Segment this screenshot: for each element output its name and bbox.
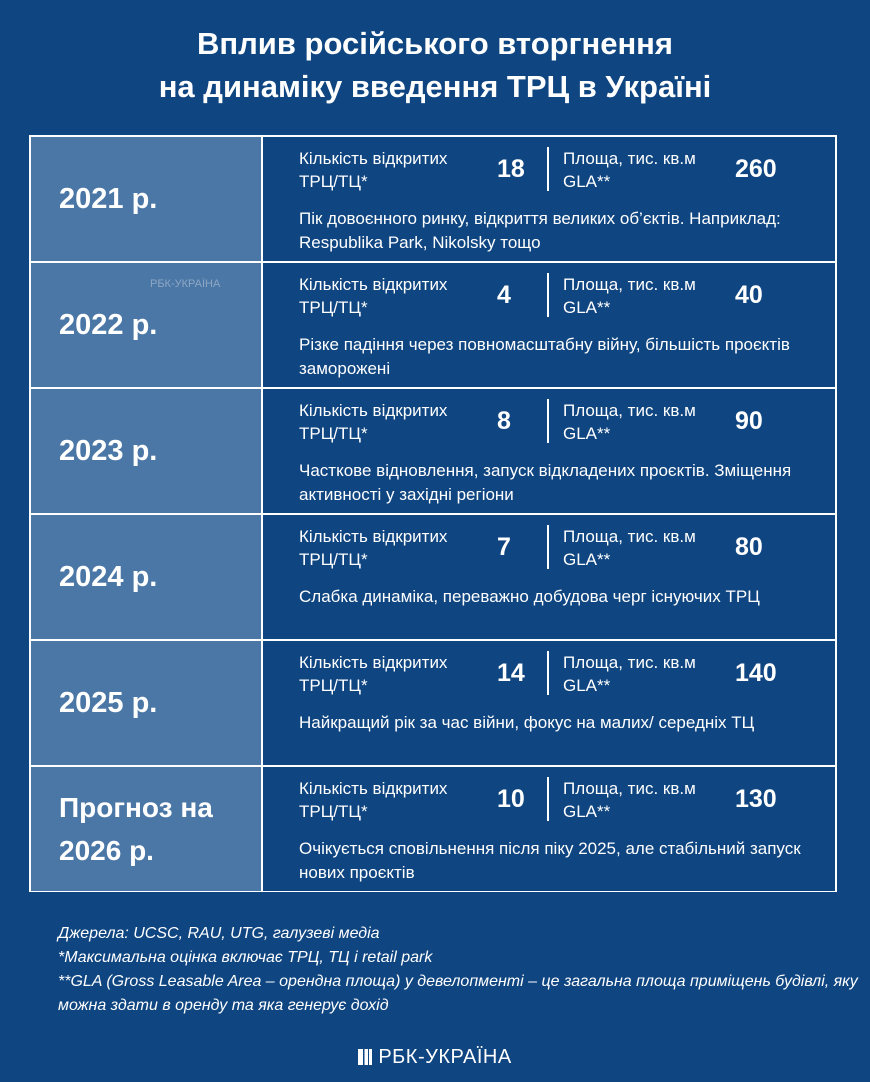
open-count-label: Кількість відкритих ТРЦ/ТЦ* [299, 779, 448, 821]
area-value: 140 [735, 659, 777, 687]
open-count-value: 10 [497, 785, 525, 813]
area-value: 260 [735, 155, 777, 183]
data-table [29, 135, 837, 892]
cell-divider [547, 399, 549, 443]
table-row [31, 515, 835, 639]
area-label: Площа, тис. кв.м GLA** [563, 149, 696, 191]
table-row [31, 389, 835, 513]
logo-text: РБК-УКРАЇНА [378, 1046, 512, 1068]
open-count-value: 18 [497, 155, 525, 183]
footnote-1: *Максимальна оцінка включає ТРЦ, ТЦ і retail park [58, 949, 433, 966]
area-value: 40 [735, 281, 763, 309]
row-description: Пік довоєнного ринку, відкриття великих об’єктів. Наприклад: Respublika Park, Nikolsky тощо [299, 209, 781, 252]
table-row [31, 641, 835, 765]
info-cell [263, 767, 835, 891]
row-description: Слабка динаміка, переважно добудова черг існуючих ТРЦ [299, 587, 760, 606]
row-description: Найкращий рік за час війни, фокус на малих/ середніх ТЦ [299, 713, 755, 732]
area-label: Площа, тис. кв.м GLA** [563, 779, 696, 821]
area-label: Площа, тис. кв.м GLA** [563, 401, 696, 443]
year-cell: Прогноз на 2026 р. [31, 767, 261, 891]
open-count-label: Кількість відкритих ТРЦ/ТЦ* [299, 275, 448, 317]
open-count-value: 7 [497, 533, 511, 561]
open-count-label: Кількість відкритих ТРЦ/ТЦ* [299, 653, 448, 695]
area-label: Площа, тис. кв.м GLA** [563, 275, 696, 317]
area-label: Площа, тис. кв.м GLA** [563, 653, 696, 695]
footnotes [58, 922, 858, 1018]
brand-logo [0, 1046, 870, 1069]
info-cell [263, 515, 835, 639]
info-cell [263, 137, 835, 261]
table-row [31, 767, 835, 891]
watermark: РБК-УКРАЇНА [150, 278, 221, 290]
year-cell: 2022 р. [31, 263, 261, 387]
sources-note: Джерела: UCSC, RAU, UTG, галузеві медіа [58, 925, 380, 942]
row-description: Часткове відновлення, запуск відкладених проєктів. Зміщення активності у західні регіони [299, 461, 792, 504]
cell-divider [547, 651, 549, 695]
info-cell [263, 641, 835, 765]
year-cell: 2025 р. [31, 641, 261, 765]
logo-icon [358, 1049, 372, 1065]
footnote-2: **GLA (Gross Leasable Area – орендна площа) у девелопменті – це загальна площа приміщень будівлі, яку можна здати в оренду та яка генерує дохід [58, 973, 858, 1014]
year-cell: 2023 р. [31, 389, 261, 513]
cell-divider [547, 147, 549, 191]
row-description: Різке падіння через повномасштабну війну, більшість проєктів заморожені [299, 335, 790, 378]
info-cell [263, 263, 835, 387]
info-cell [263, 389, 835, 513]
area-value: 80 [735, 533, 763, 561]
cell-divider [547, 777, 549, 821]
title-line-2: на динаміку введення ТРЦ в Україні [158, 69, 712, 104]
open-count-label: Кількість відкритих ТРЦ/ТЦ* [299, 527, 448, 569]
open-count-value: 8 [497, 407, 511, 435]
year-cell: 2024 р. [31, 515, 261, 639]
title-line-1: Вплив російського вторгнення [196, 26, 673, 61]
row-description: Очікується сповільнення після піку 2025, але стабільний запуск нових проєктів [299, 839, 801, 882]
open-count-label: Кількість відкритих ТРЦ/ТЦ* [299, 149, 448, 191]
open-count-label: Кількість відкритих ТРЦ/ТЦ* [299, 401, 448, 443]
cell-divider [547, 525, 549, 569]
cell-divider [547, 273, 549, 317]
page-title [0, 22, 870, 108]
open-count-value: 4 [497, 281, 511, 309]
open-count-value: 14 [497, 659, 525, 687]
area-label: Площа, тис. кв.м GLA** [563, 527, 696, 569]
area-value: 130 [735, 785, 777, 813]
table-row [31, 137, 835, 261]
year-cell: 2021 р. [31, 137, 261, 261]
area-value: 90 [735, 407, 763, 435]
